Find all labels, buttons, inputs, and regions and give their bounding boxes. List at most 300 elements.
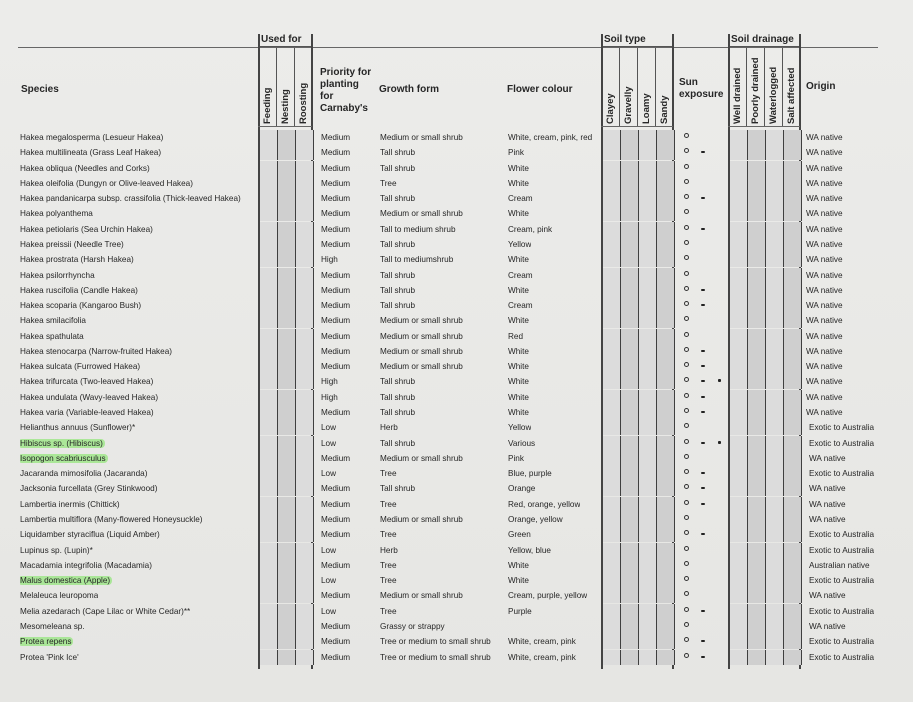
- origin-cell: [806, 133, 843, 142]
- used-for-grid: [260, 573, 314, 588]
- grid-cell: [784, 497, 802, 512]
- species-header: Species: [21, 84, 59, 95]
- species-cell: [20, 286, 138, 295]
- grid-cell: [278, 573, 296, 588]
- grid-cell: [278, 374, 296, 389]
- part-shade-icon: [701, 380, 705, 382]
- priority-cell: [321, 591, 350, 600]
- growth-form-cell-text: Tree: [380, 576, 397, 586]
- part-shade-icon: [701, 197, 705, 199]
- full-sun-icon: [684, 133, 689, 138]
- grid-cell: [296, 604, 314, 619]
- table-row: [0, 206, 913, 221]
- grid-cell: [748, 634, 766, 649]
- priority-cell: [321, 546, 336, 555]
- origin-cell: [809, 622, 846, 631]
- grid-cell: [260, 145, 278, 160]
- soil-type-grid: [603, 374, 675, 389]
- origin-cell-text: WA native: [806, 362, 843, 372]
- grid-cell: [296, 268, 314, 283]
- species-cell: [20, 469, 147, 478]
- growth-form-cell-text: Tall shrub: [380, 270, 416, 280]
- grid-cell: [603, 634, 621, 649]
- full-sun-icon: [684, 148, 689, 153]
- origin-cell: [809, 637, 874, 646]
- grid-cell: [278, 329, 296, 344]
- table-row: [0, 268, 913, 283]
- priority-cell-text: Medium: [321, 301, 351, 311]
- grid-cell: [730, 390, 748, 405]
- grid-cell: [278, 436, 296, 451]
- soil-type-grid: [603, 573, 675, 588]
- grid-cell: [748, 512, 766, 527]
- flower-colour-cell: [508, 332, 523, 341]
- soil-drainage-grid: [730, 374, 802, 389]
- used-for-grid: [260, 298, 314, 313]
- flower-colour-cell-text: White: [508, 209, 529, 219]
- full-sun-icon: [684, 637, 689, 642]
- origin-cell-text: Exotic to Australia: [809, 469, 875, 479]
- grid-cell: [296, 298, 314, 313]
- grid-cell: [748, 313, 766, 328]
- species-cell-text: Hakea sulcata (Furrowed Hakea): [20, 362, 141, 372]
- soil-drainage-grid: [730, 588, 802, 603]
- origin-cell: [806, 179, 843, 188]
- priority-cell-text: Medium: [321, 270, 351, 280]
- growth-form-cell-text: Medium or small shrub: [380, 133, 463, 142]
- table-row: [0, 420, 913, 435]
- soil-drainage-grid: [730, 634, 802, 649]
- grid-cell: [748, 543, 766, 558]
- grid-cell: [603, 390, 621, 405]
- species-cell-text: Hakea obliqua (Needles and Corks): [20, 163, 150, 173]
- grid-cell: [657, 176, 675, 191]
- grid-cell: [657, 344, 675, 359]
- grid-cell: [766, 390, 784, 405]
- priority-cell-text: Medium: [321, 285, 351, 295]
- grid-cell: [278, 466, 296, 481]
- grid-cell: [260, 650, 278, 665]
- soil-type-header: Soil type: [601, 34, 672, 47]
- full-sun-icon: [684, 423, 689, 428]
- grid-cell: [296, 573, 314, 588]
- priority-cell-text: Low: [321, 545, 337, 555]
- grid-cell: [260, 252, 278, 267]
- growth-form-cell-text: Medium or small shrub: [380, 331, 463, 341]
- grid-cell: [639, 634, 657, 649]
- grid-cell: [784, 481, 802, 496]
- grid-cell: [260, 329, 278, 344]
- soil-drainage-grid: [730, 191, 802, 206]
- grid-cell: [766, 558, 784, 573]
- species-cell-text: Malus domestica (Apple): [20, 576, 111, 586]
- grid-cell: [296, 283, 314, 298]
- table-row: [0, 588, 913, 603]
- full-sun-icon: [684, 515, 689, 520]
- grid-cell: [278, 268, 296, 283]
- origin-cell-text: Australian native: [809, 560, 870, 570]
- grid-cell: [278, 634, 296, 649]
- grid-cell: [784, 466, 802, 481]
- grid-cell: [260, 222, 278, 237]
- origin-cell-text: WA native: [809, 484, 846, 494]
- grid-cell: [639, 604, 657, 619]
- grid-cell: [260, 619, 278, 634]
- origin-cell-text: WA native: [806, 224, 843, 234]
- origin-cell: [809, 484, 846, 493]
- grid-cell: [621, 283, 639, 298]
- priority-cell: [321, 576, 336, 585]
- table-row: [0, 558, 913, 573]
- grid-cell: [748, 527, 766, 542]
- grid-cell: [603, 130, 621, 145]
- used-for-grid: [260, 436, 314, 451]
- origin-cell: [806, 347, 843, 356]
- growth-form-cell: [380, 332, 463, 341]
- priority-cell: [321, 622, 350, 631]
- growth-form-cell-text: Tall shrub: [380, 484, 416, 494]
- grid-cell: [730, 359, 748, 374]
- table-row: [0, 283, 913, 298]
- flower-colour-cell-text: Purple: [508, 606, 532, 616]
- origin-cell-text: WA native: [809, 591, 846, 601]
- used-for-grid: [260, 558, 314, 573]
- grid-cell: [748, 176, 766, 191]
- priority-cell: [321, 194, 350, 203]
- grid-cell: [278, 237, 296, 252]
- grid-cell: [748, 329, 766, 344]
- grid-cell: [657, 390, 675, 405]
- header-divider: [655, 48, 656, 126]
- grid-cell: [621, 237, 639, 252]
- used-for-grid: [260, 604, 314, 619]
- grid-cell: [657, 420, 675, 435]
- species-cell-text: Lupinus sp. (Lupin)*: [20, 545, 93, 555]
- full-sun-icon: [684, 530, 689, 535]
- grid-cell: [748, 298, 766, 313]
- used-for-grid: [260, 374, 314, 389]
- growth-form-cell: [380, 576, 397, 585]
- grid-cell: [748, 420, 766, 435]
- used-for-grid: [260, 527, 314, 542]
- grid-cell: [260, 283, 278, 298]
- grid-cell: [296, 145, 314, 160]
- species-cell: [20, 546, 93, 555]
- grid-cell: [260, 405, 278, 420]
- full-sun-icon: [684, 561, 689, 566]
- grid-cell: [766, 130, 784, 145]
- table-row: [0, 390, 913, 405]
- grid-cell: [278, 619, 296, 634]
- grid-cell: [260, 497, 278, 512]
- grid-cell: [766, 161, 784, 176]
- soil-type-grid: [603, 436, 675, 451]
- flower-colour-cell: [508, 561, 529, 570]
- grid-cell: [748, 145, 766, 160]
- priority-cell-text: Low: [321, 438, 337, 448]
- grid-cell: [784, 558, 802, 573]
- soil-drainage-grid: [730, 466, 802, 481]
- species-cell-text: Melia azedarach (Cape Lilac or White Cedar)**: [20, 606, 191, 616]
- grid-cell: [296, 527, 314, 542]
- priority-cell-text: Medium: [321, 453, 351, 463]
- full-sun-icon: [684, 408, 689, 413]
- grid-cell: [730, 237, 748, 252]
- origin-cell: [806, 332, 843, 341]
- grid-cell: [730, 543, 748, 558]
- origin-cell-text: Exotic to Australia: [809, 606, 875, 616]
- grid-cell: [296, 466, 314, 481]
- grid-cell: [766, 329, 784, 344]
- grid-cell: [730, 573, 748, 588]
- origin-cell-text: WA native: [806, 148, 843, 158]
- species-cell-text: Hakea polyanthema: [20, 209, 93, 219]
- grid-cell: [603, 344, 621, 359]
- grid-cell: [657, 161, 675, 176]
- table-row: [0, 222, 913, 237]
- used-for-grid: [260, 359, 314, 374]
- full-sun-icon: [684, 653, 689, 658]
- grid-cell: [603, 222, 621, 237]
- used-for-grid: [260, 619, 314, 634]
- growth-form-cell: [380, 347, 463, 356]
- origin-cell: [806, 164, 843, 173]
- priority-cell: [321, 271, 350, 280]
- part-shade-icon: [701, 472, 705, 474]
- priority-header-line: planting: [320, 79, 359, 90]
- grid-cell: [621, 252, 639, 267]
- species-cell: [20, 347, 172, 356]
- soil-drainage-grid: [730, 359, 802, 374]
- flower-colour-cell: [508, 576, 529, 585]
- grid-cell: [657, 451, 675, 466]
- full-sun-icon: [684, 240, 689, 245]
- priority-cell: [321, 255, 338, 264]
- grid-cell: [260, 298, 278, 313]
- grid-cell: [278, 191, 296, 206]
- flower-colour-cell: [508, 286, 529, 295]
- flower-colour-cell: [508, 316, 529, 325]
- growth-form-cell-text: Herb: [380, 545, 398, 555]
- grid-cell: [784, 268, 802, 283]
- grid-cell: [296, 543, 314, 558]
- species-cell-text: Protea repens: [20, 637, 72, 647]
- grid-cell: [296, 405, 314, 420]
- grid-cell: [296, 313, 314, 328]
- grid-cell: [296, 481, 314, 496]
- soil-drainage-grid: [730, 420, 802, 435]
- table-row: [0, 298, 913, 313]
- origin-cell-text: WA native: [806, 377, 843, 387]
- origin-cell-text: Exotic to Australia: [809, 652, 875, 662]
- priority-cell: [321, 515, 350, 524]
- flower-colour-cell: [508, 515, 563, 524]
- growth-form-cell: [380, 637, 491, 646]
- grid-cell: [603, 252, 621, 267]
- grid-cell: [621, 176, 639, 191]
- grid-cell: [748, 359, 766, 374]
- grid-cell: [603, 161, 621, 176]
- growth-form-cell-text: Medium or small shrub: [380, 209, 463, 219]
- soil-drainage-grid: [730, 497, 802, 512]
- priority-cell-text: Medium: [321, 163, 351, 173]
- grid-cell: [296, 130, 314, 145]
- part-shade-icon: [701, 350, 705, 352]
- soil-drainage-grid: [730, 298, 802, 313]
- grid-cell: [639, 481, 657, 496]
- grid-cell: [603, 206, 621, 221]
- grid-cell: [296, 650, 314, 665]
- flower-colour-cell-text: White: [508, 576, 529, 586]
- growth-form-cell-text: Medium or small shrub: [380, 453, 463, 463]
- flower-colour-cell-text: Cream, pink: [508, 224, 553, 234]
- grid-cell: [296, 436, 314, 451]
- grid-cell: [639, 405, 657, 420]
- table-row: [0, 130, 913, 145]
- part-shade-icon: [701, 396, 705, 398]
- used-for-grid: [260, 451, 314, 466]
- soil-drainage-grid: [730, 604, 802, 619]
- growth-form-cell-text: Grassy or strappy: [380, 621, 445, 631]
- used-for-grid: [260, 161, 314, 176]
- grid-cell: [748, 451, 766, 466]
- grid-cell: [657, 252, 675, 267]
- grid-cell: [260, 191, 278, 206]
- flower-colour-cell-text: Red: [508, 331, 524, 341]
- species-cell-text: Lambertia inermis (Chittick): [20, 499, 120, 509]
- grid-cell: [603, 527, 621, 542]
- grid-cell: [730, 176, 748, 191]
- grid-cell: [603, 451, 621, 466]
- priority-cell-text: Medium: [321, 637, 351, 647]
- flower-colour-cell-text: Cream: [508, 301, 533, 311]
- grid-cell: [766, 527, 784, 542]
- growth-form-cell-text: Tree: [380, 469, 397, 479]
- full-shade-icon: [718, 441, 721, 444]
- grid-cell: [766, 420, 784, 435]
- part-shade-icon: [701, 411, 705, 413]
- flower-colour-cell: [508, 607, 532, 616]
- grid-cell: [639, 268, 657, 283]
- growth-form-cell-text: Medium or small shrub: [380, 591, 463, 601]
- growth-form-cell: [380, 225, 456, 234]
- growth-form-cell-text: Tall to mediumshrub: [380, 255, 454, 265]
- grid-cell: [657, 313, 675, 328]
- growth-form-cell: [380, 240, 415, 249]
- origin-cell: [806, 408, 843, 417]
- grid-cell: [621, 390, 639, 405]
- species-cell: [20, 561, 152, 570]
- grid-cell: [766, 206, 784, 221]
- full-sun-icon: [684, 301, 689, 306]
- part-shade-icon: [701, 533, 705, 535]
- table-row: [0, 543, 913, 558]
- grid-cell: [657, 573, 675, 588]
- soil-type-grid: [603, 497, 675, 512]
- grid-cell: [260, 436, 278, 451]
- soil-drainage-grid: [730, 558, 802, 573]
- grid-cell: [766, 252, 784, 267]
- flower-colour-cell: [508, 148, 524, 157]
- soil-type-grid: [603, 512, 675, 527]
- growth-form-cell-text: Tall shrub: [380, 148, 416, 158]
- table-row: [0, 374, 913, 389]
- grid-cell: [603, 268, 621, 283]
- flower-colour-cell-text: White, cream, pink: [508, 652, 576, 662]
- grid-cell: [657, 481, 675, 496]
- origin-cell: [806, 148, 843, 157]
- grid-cell: [784, 298, 802, 313]
- used-for-grid: [260, 420, 314, 435]
- origin-cell: [806, 286, 843, 295]
- soil-drainage-grid: [730, 405, 802, 420]
- grid-cell: [260, 359, 278, 374]
- grid-cell: [296, 252, 314, 267]
- grid-cell: [730, 451, 748, 466]
- priority-cell: [321, 408, 350, 417]
- grid-cell: [748, 374, 766, 389]
- growth-form-cell-text: Medium or small shrub: [380, 316, 463, 326]
- priority-cell-text: Medium: [321, 362, 351, 372]
- grid-cell: [639, 588, 657, 603]
- grid-cell: [639, 558, 657, 573]
- soil-drainage-grid: [730, 512, 802, 527]
- grid-cell: [748, 252, 766, 267]
- soil-drainage-grid: [730, 313, 802, 328]
- grid-cell: [748, 405, 766, 420]
- grid-cell: [766, 436, 784, 451]
- grid-cell: [296, 359, 314, 374]
- grid-cell: [621, 512, 639, 527]
- grid-cell: [639, 527, 657, 542]
- grid-cell: [621, 405, 639, 420]
- growth-form-cell: [380, 377, 415, 386]
- grid-cell: [639, 176, 657, 191]
- part-shade-icon: [701, 656, 705, 658]
- flower-colour-cell-text: White: [508, 560, 529, 570]
- species-cell: [20, 148, 161, 157]
- grid-cell: [278, 481, 296, 496]
- flower-colour-cell-text: White: [508, 362, 529, 372]
- used-for-grid: [260, 268, 314, 283]
- full-sun-icon: [684, 332, 689, 337]
- grid-cell: [621, 558, 639, 573]
- flower-colour-cell: [508, 194, 533, 203]
- priority-cell-text: Medium: [321, 621, 351, 631]
- grid-cell: [748, 206, 766, 221]
- grid-cell: [260, 161, 278, 176]
- grid-cell: [657, 558, 675, 573]
- species-cell: [20, 301, 141, 310]
- origin-cell-text: WA native: [806, 194, 843, 204]
- full-sun-icon: [684, 286, 689, 291]
- priority-cell-text: Low: [321, 423, 337, 433]
- soil-drainage-grid: [730, 161, 802, 176]
- growth-form-cell-text: Tall shrub: [380, 163, 416, 173]
- species-cell-text: Mesomeleana sp.: [20, 621, 85, 631]
- grid-cell: [621, 466, 639, 481]
- species-cell: [20, 607, 190, 616]
- origin-cell: [806, 362, 843, 371]
- grid-cell: [621, 359, 639, 374]
- header-bottom-rule: [601, 126, 673, 127]
- grid-cell: [730, 436, 748, 451]
- part-shade-icon: [701, 610, 705, 612]
- used-for-header: Used for: [258, 34, 311, 47]
- species-cell: [20, 622, 85, 631]
- grid-cell: [296, 329, 314, 344]
- used-for-grid: [260, 390, 314, 405]
